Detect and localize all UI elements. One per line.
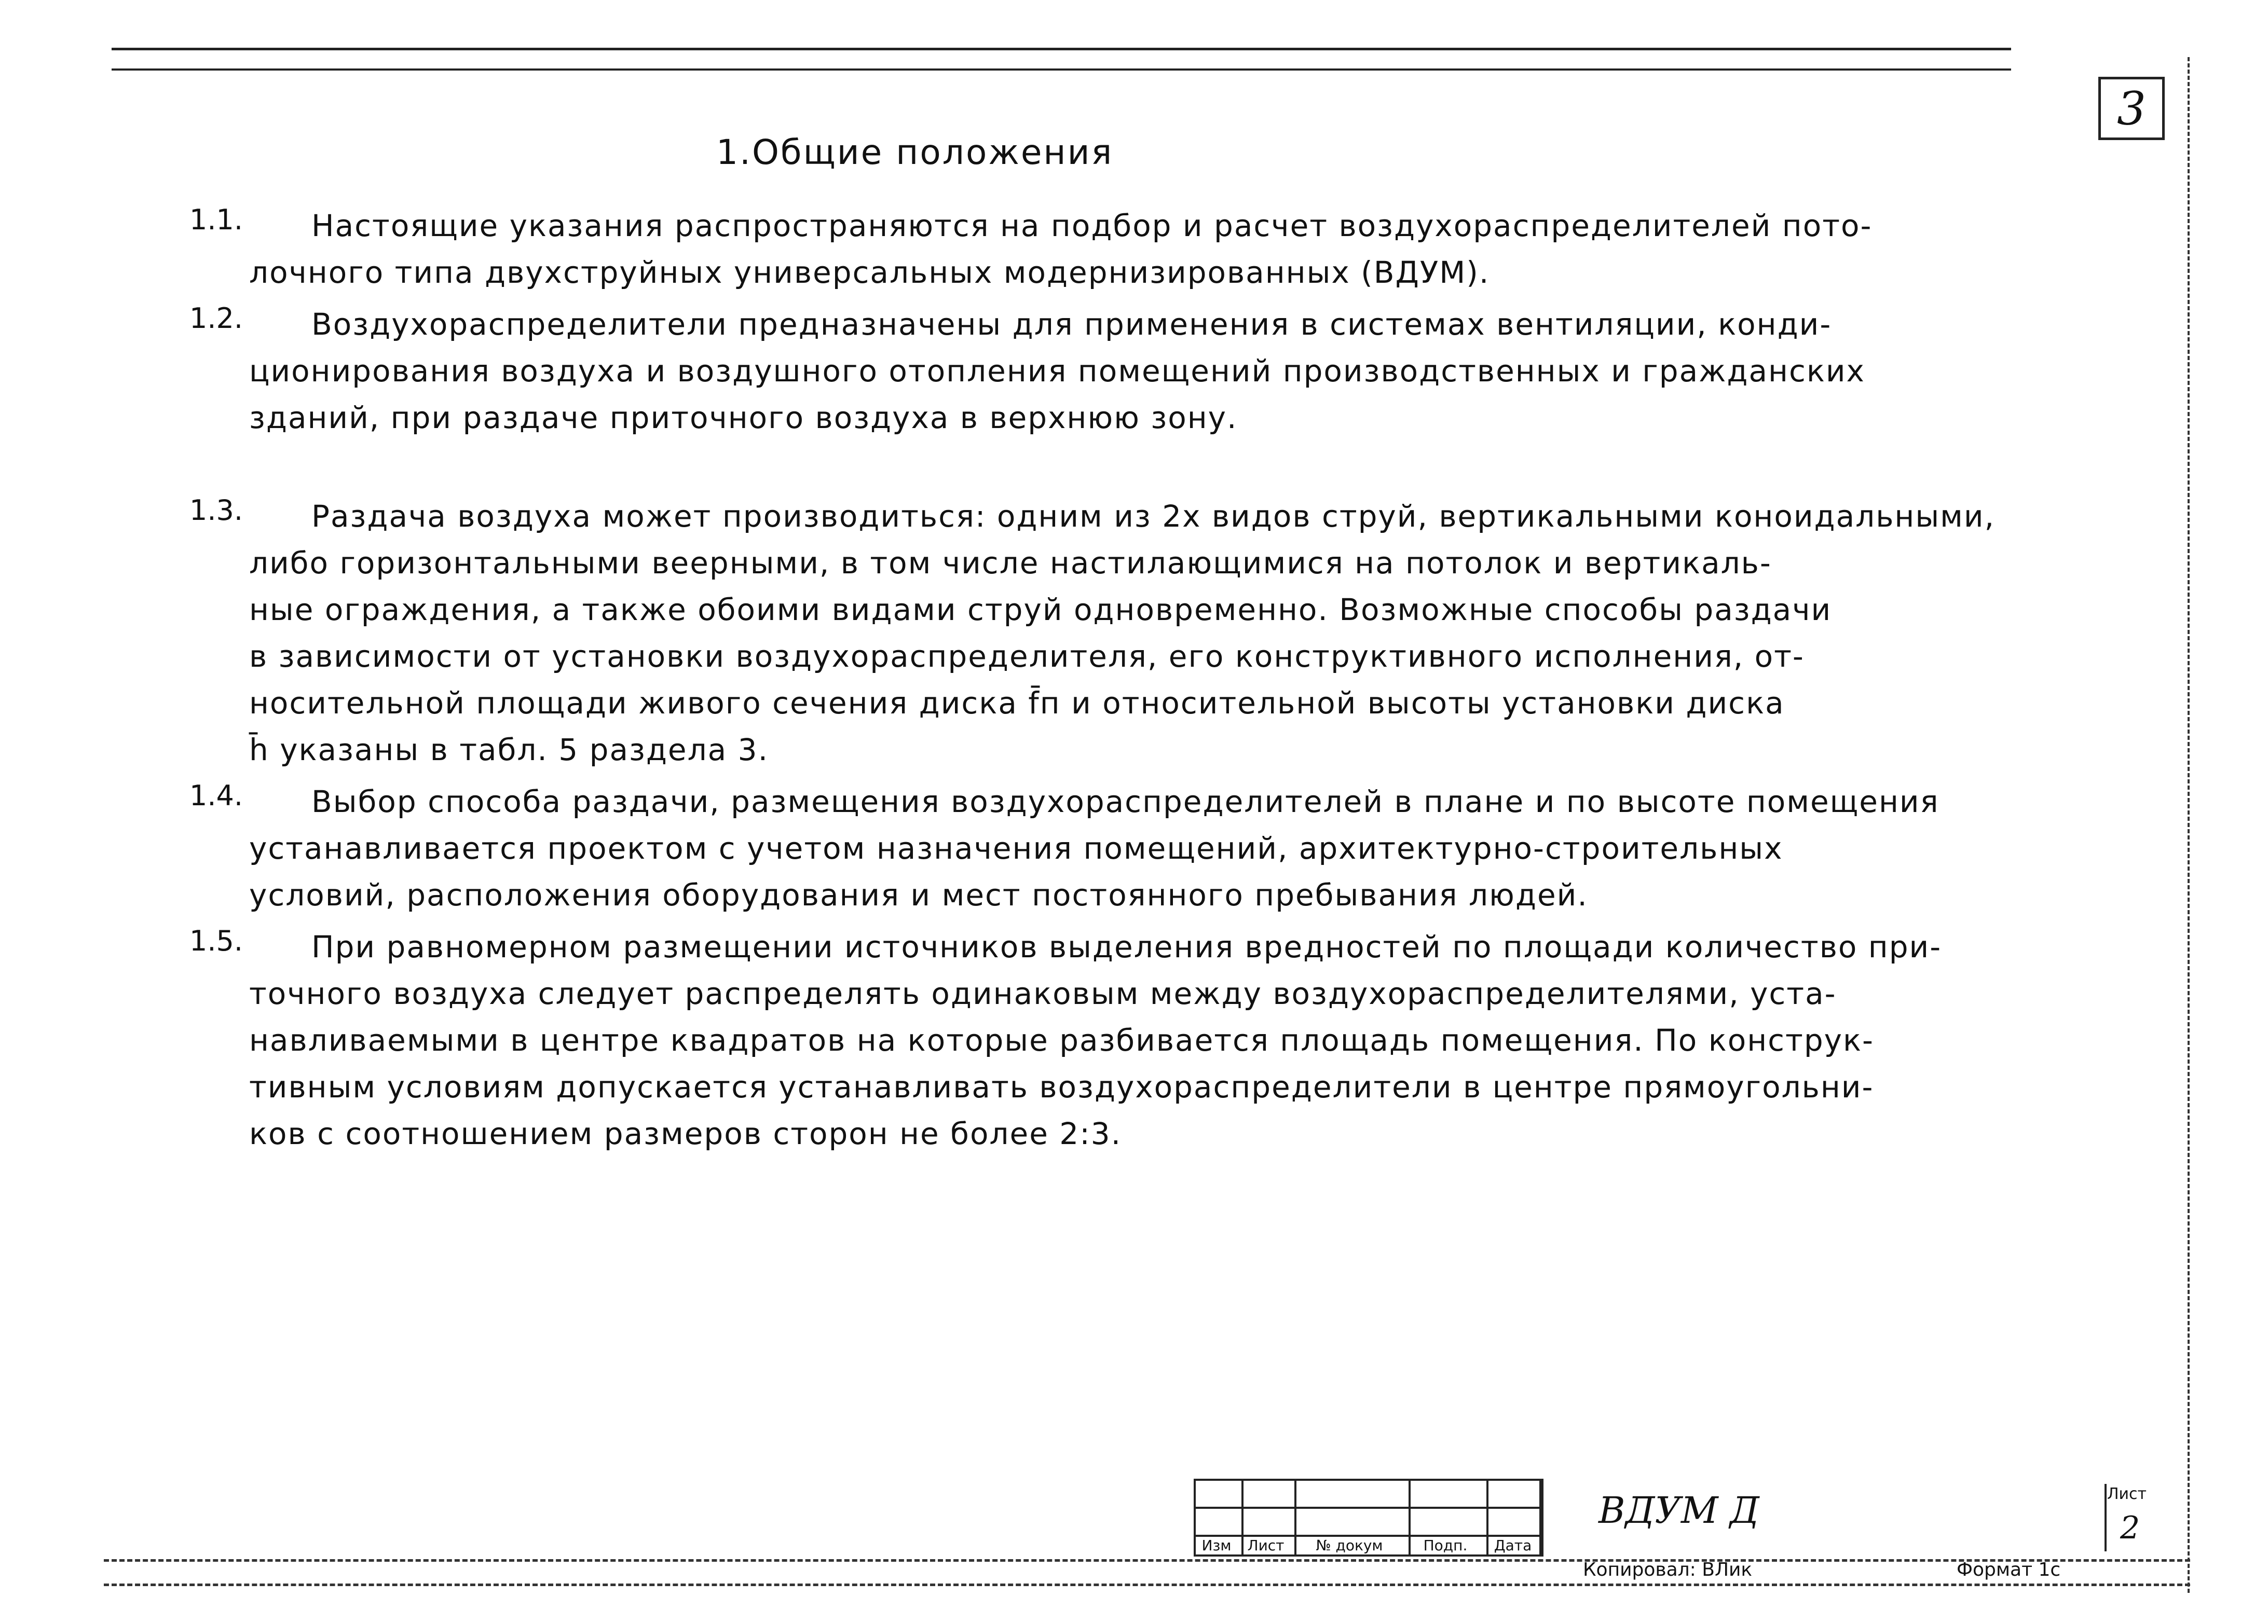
text-line: ков с соотношением размеров сторон не более 2:3. [249, 1116, 1122, 1151]
section-number: 1.3. [189, 494, 243, 527]
text-line: лочного типа двухструйных универсальных модернизированных (ВДУМ). [249, 255, 1490, 290]
text-line: точного воздуха следует распределять одинаковым между воздухораспределителями, уста- [249, 976, 1837, 1011]
top-border-line-2 [112, 68, 2011, 71]
text-line: Воздухораспределители предназначены для применения в системах вентиляции, конди- [311, 307, 1832, 342]
section-number: 1.4. [189, 779, 243, 812]
text-line: При равномерном размещении источников выделения вредностей по площади количество при- [311, 929, 1942, 965]
document-code: ВДУМ Д [1598, 1489, 1759, 1532]
header-doc-number: № докум [1316, 1537, 1383, 1554]
text-line: Настоящие указания распространяются на подбор и расчет воздухораспределителей пото- [311, 208, 1873, 243]
text-line: навливаемыми в центре квадратов на которые разбивается площадь помещения. По конструк- [249, 1023, 1874, 1058]
title-block-divider [1541, 1479, 1543, 1557]
text-line: Выбор способа раздачи, размещения воздухораспределителей в плане и по высоте помещения [311, 784, 1939, 819]
bottom-border-line-2 [104, 1584, 2190, 1586]
paragraph-1-3 [187, 493, 2107, 773]
section-number: 1.1. [189, 203, 243, 236]
right-border-line [2188, 57, 2190, 1593]
paragraph-1-4 [187, 778, 2107, 918]
section-title: 1.Общие положения [716, 132, 1114, 172]
text-line: носительной площади живого сечения диска f̄п и относительной высоты установки диска [249, 685, 1785, 721]
copied-by: Копировал: ВЛик [1583, 1559, 1753, 1580]
section-number: 1.5. [189, 925, 243, 957]
paragraph-1-5 [187, 924, 2107, 1157]
top-border-line [112, 48, 2011, 50]
paper-format: Формат 1с [1957, 1559, 2061, 1580]
text-line: h̄ указаны в табл. 5 раздела 3. [249, 732, 769, 767]
text-line: ные ограждения, а также обоими видами струй одновременно. Возможные способы раздачи [249, 592, 1832, 627]
text-line: зданий, при раздаче приточного воздуха в верхнюю зону. [249, 400, 1238, 435]
text-line: условий, расположения оборудования и мест постоянного пребывания людей. [249, 877, 1588, 913]
title-block-headers [1194, 1535, 1541, 1557]
paragraph-1-2 [187, 301, 2107, 441]
section-number: 1.2. [189, 302, 243, 335]
text-line: ционирования воздуха и воздушного отопления помещений производственных и гражданских [249, 353, 1865, 389]
sheet-label: Лист [2107, 1485, 2147, 1503]
paragraph-1-1 [187, 202, 2107, 296]
header-signature: Подп. [1423, 1537, 1468, 1554]
text-line: Раздача воздуха может производиться: одним из 2х видов струй, вертикальными коноидальными, [311, 499, 1996, 534]
text-line: тивным условиям допускается устанавливать воздухораспределители в центре прямоугольни- [249, 1069, 1874, 1105]
sheet-number: 2 [2120, 1510, 2140, 1546]
header-date: Дата [1494, 1537, 1532, 1554]
page-number: 3 [2098, 77, 2165, 140]
text-line: либо горизонтальными веерными, в том числе настилающимися на потолок и вертикаль- [249, 545, 1772, 581]
header-list: Лист [1247, 1537, 1285, 1554]
bottom-border-line [104, 1559, 2190, 1562]
text-line: в зависимости от установки воздухораспределителя, его конструктивного исполнения, от- [249, 639, 1805, 674]
header-izm: Изм [1201, 1537, 1232, 1554]
text-line: устанавливается проектом с учетом назначения помещений, архитектурно-строительных [249, 831, 1783, 866]
